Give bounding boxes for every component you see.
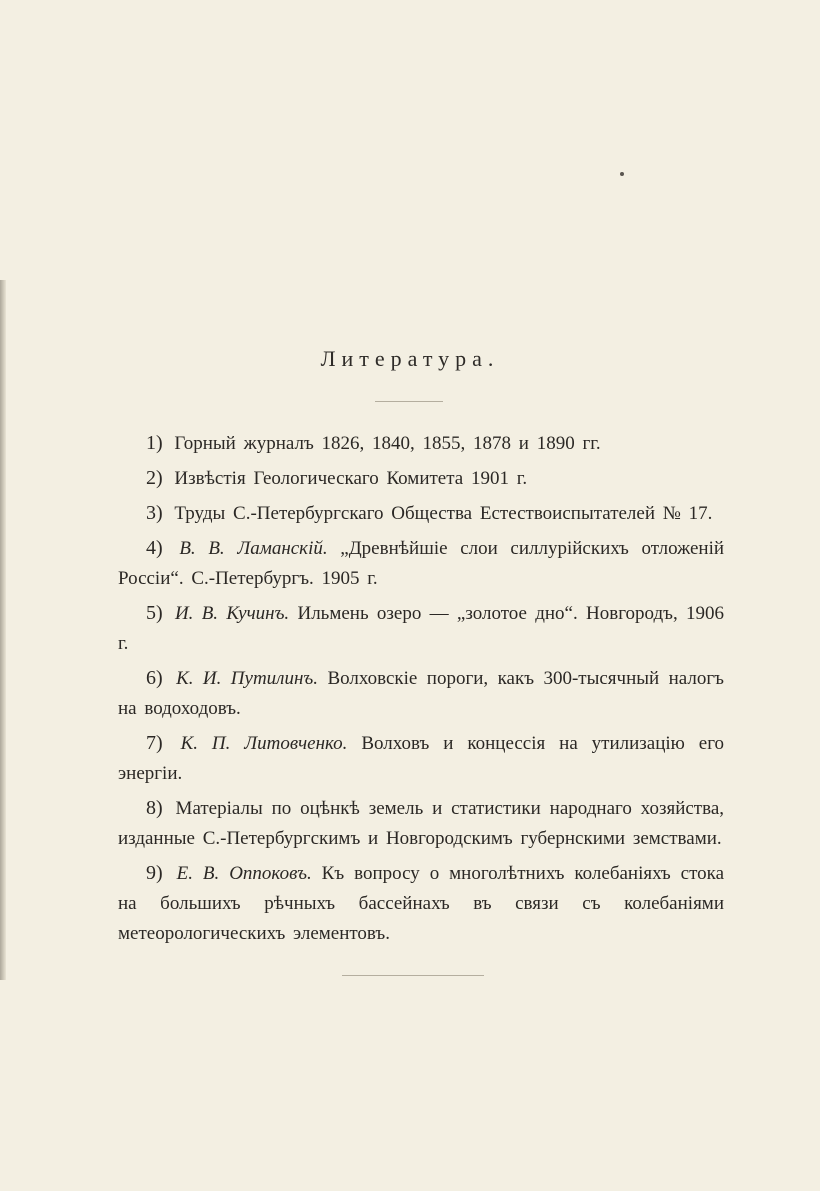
title-divider [375, 401, 443, 402]
entry-number: 8) [146, 797, 163, 819]
entry-number: 7) [146, 732, 163, 754]
entry-text: „Древнѣйшіе слои силлурійскихъ отложеній Россіи“. С.-Петербургъ. 1905 г. [118, 538, 725, 589]
bibliography-entry-5 [118, 598, 724, 659]
entry-text: Труды С.-Петербургскаго Общества Естествоиспытателей № 17. [174, 503, 713, 524]
entry-number: 9) [146, 862, 163, 884]
entry-number: 1) [146, 432, 163, 454]
entry-number: 5) [146, 602, 163, 624]
bibliography-entry-2 [118, 463, 724, 494]
print-speck [620, 172, 624, 176]
entry-text: Ильмень озеро — „золотое дно“. Новгородъ, 1906 г. [118, 603, 724, 654]
entry-author: Е. В. Оппоковъ. [176, 863, 312, 884]
bibliography-entry-1 [118, 428, 724, 459]
page-title: Литература. [320, 346, 500, 371]
end-divider [342, 975, 484, 976]
entry-text: Волховскіе пороги, какъ 300-тысячный налогъ на водоходовъ. [118, 668, 724, 719]
entry-author: К. П. Литовченко. [180, 733, 348, 754]
entry-text: Волховъ и концессія на утилизацію его энергіи. [118, 733, 725, 784]
entry-author: И. В. Кучинъ. [174, 603, 290, 624]
entry-author: В. В. Ламанскій. [179, 538, 328, 559]
bibliography-entry-8 [118, 793, 724, 854]
entry-number: 4) [146, 537, 163, 559]
bibliography-list [118, 428, 724, 953]
bibliography-entry-7 [118, 728, 724, 789]
page-binding-edge [0, 280, 6, 980]
entry-text: Матеріалы по оцѣнкѣ земель и статистики народнаго хозяйства, изданные С.-Петербургскимъ и Новгородскимъ губернскими земствами. [118, 798, 725, 849]
bibliography-entry-6 [118, 663, 724, 724]
bibliography-entry-3 [118, 498, 724, 529]
entry-number: 6) [146, 667, 163, 689]
entry-text: Горный журналъ 1826, 1840, 1855, 1878 и 1890 гг. [174, 433, 601, 454]
entry-text: Къ вопросу о многолѣтнихъ колебаніяхъ стока на большихъ рѣчныхъ бассейнахъ въ связи съ колебаніями метеорологическихъ элементовъ. [118, 863, 725, 944]
bibliography-entry-4 [118, 533, 724, 594]
entry-number: 2) [146, 467, 163, 489]
entry-text: Извѣстія Геологическаго Комитета 1901 г. [174, 468, 528, 489]
entry-number: 3) [146, 502, 163, 524]
entry-author: К. И. Путилинъ. [176, 668, 319, 689]
bibliography-entry-9 [118, 858, 724, 949]
